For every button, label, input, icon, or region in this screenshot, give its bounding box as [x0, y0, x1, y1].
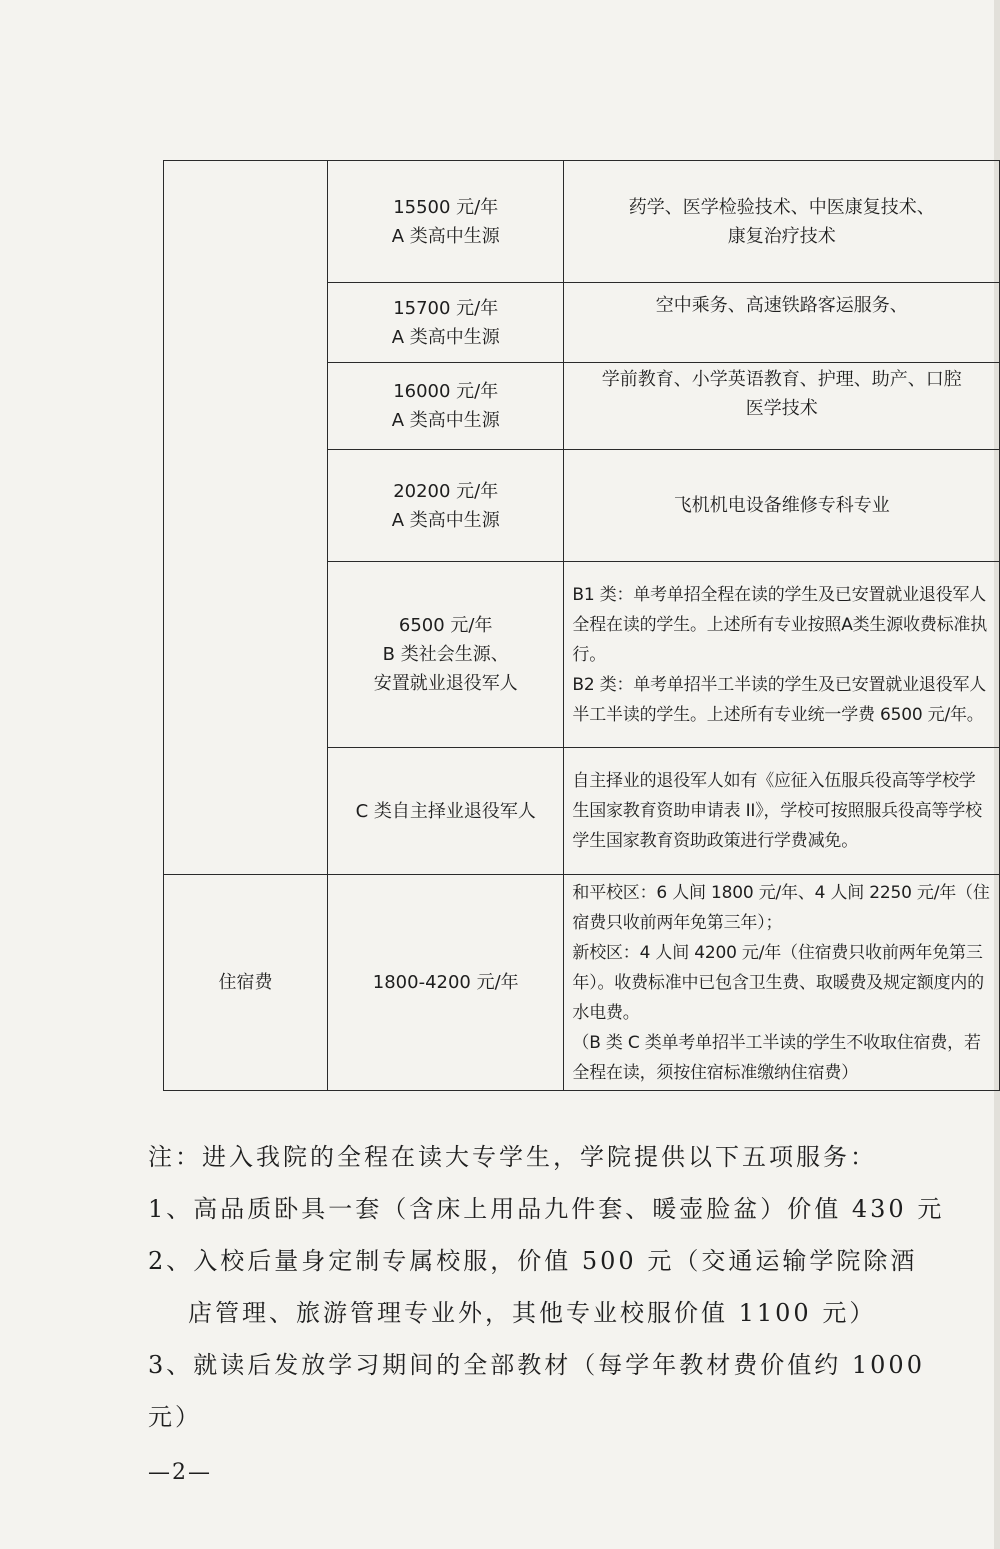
price-amount: 15500 元/年 [393, 196, 499, 218]
table-row [164, 161, 1000, 283]
category-label: 住宿费 [218, 972, 273, 993]
price-source: A 类高中生源 [391, 225, 500, 247]
price-amount: 20200 元/年 [393, 480, 499, 502]
price-source: B 类社会生源、 [382, 644, 509, 665]
category-cell-accommodation [164, 875, 328, 1091]
desc-paragraph: B2 类：单考单招半工半读的学生及已安置就业退役军人半工半读的学生。上述所有专业统一学费 6500 元/年。 [572, 674, 987, 725]
page-number: —2— [148, 1460, 212, 1485]
price-amount: 15700 元/年 [393, 297, 499, 319]
price-source: A 类高中生源 [391, 509, 500, 531]
desc-cell [564, 363, 1000, 450]
price-cell [328, 748, 564, 875]
category-cell-tuition [164, 161, 328, 875]
price-source: A 类高中生源 [391, 410, 500, 431]
price-cell [328, 562, 564, 748]
price-source: C 类自主择业退役军人 [355, 800, 536, 822]
price-source: 安置就业退役军人 [373, 673, 518, 694]
notes-section [148, 1131, 958, 1443]
fee-table [163, 160, 1000, 1091]
note-item: 1、高品质卧具一套（含床上用品九件套、暖壶脸盆）价值 430 元 [148, 1195, 945, 1223]
desc-paragraph: 自主择业的退役军人如有《应征入伍服兵役高等学校学生国家教育资助申请表 II》，学校可按照服兵役高等学校学生国家教育资助政策进行学费减免。 [572, 771, 982, 851]
desc-line: 飞机机电设备维修专科专业 [673, 495, 890, 516]
notes-intro: 注：进入我院的全程在读大专学生，学院提供以下五项服务： [148, 1143, 877, 1171]
desc-line: 药学、医学检验技术、中医康复技术、 [628, 196, 935, 218]
price-amount: 1800-4200 元/年 [372, 972, 519, 993]
price-amount: 16000 元/年 [393, 381, 499, 402]
desc-cell [564, 875, 1000, 1091]
desc-line: 空中乘务、高速铁路客运服务、 [655, 295, 908, 316]
desc-line: 医学技术 [745, 398, 818, 419]
price-source: A 类高中生源 [391, 326, 500, 348]
desc-cell [564, 283, 1000, 363]
desc-cell [564, 450, 1000, 562]
desc-paragraph: B1 类：单考单招全程在读的学生及已安置就业退役军人全程在读的学生。上述所有专业按照A类生源收费标准执行。 [572, 584, 988, 665]
note-item-continuation: 元） [148, 1403, 202, 1431]
note-item-continuation: 店管理、旅游管理专业外，其他专业校服价值 1100 元） [188, 1299, 877, 1327]
price-amount: 6500 元/年 [398, 615, 493, 636]
note-item: 3、就读后发放学习期间的全部教材（每学年教材费价值约 1000 [148, 1351, 925, 1379]
table-row [164, 875, 1000, 1091]
price-cell [328, 283, 564, 363]
price-cell [328, 875, 564, 1091]
desc-line: 学前教育、小学英语教育、护理、助产、口腔 [601, 369, 962, 390]
price-cell [328, 161, 564, 283]
desc-cell [564, 161, 1000, 283]
desc-paragraph: 新校区：4 人间 4200 元/年（住宿费只收前两年免第三年）。收费标准中已包含卫生费、取暖费及规定额度内的水电费。 [572, 942, 984, 1023]
desc-cell [564, 562, 1000, 748]
desc-cell [564, 748, 1000, 875]
price-cell [328, 363, 564, 450]
desc-paragraph: 和平校区：6 人间 1800 元/年、4 人间 2250 元/年（住宿费只收前两年免第三年）； [572, 882, 990, 933]
note-item: 2、入校后量身定制专属校服，价值 500 元（交通运输学院除酒 [148, 1247, 918, 1275]
price-cell [328, 450, 564, 562]
desc-paragraph: （B 类 C 类单考单招半工半读的学生不收取住宿费，若全程在读，须按住宿标准缴纳住宿费） [572, 1032, 981, 1083]
desc-line: 康复治疗技术 [727, 225, 836, 247]
